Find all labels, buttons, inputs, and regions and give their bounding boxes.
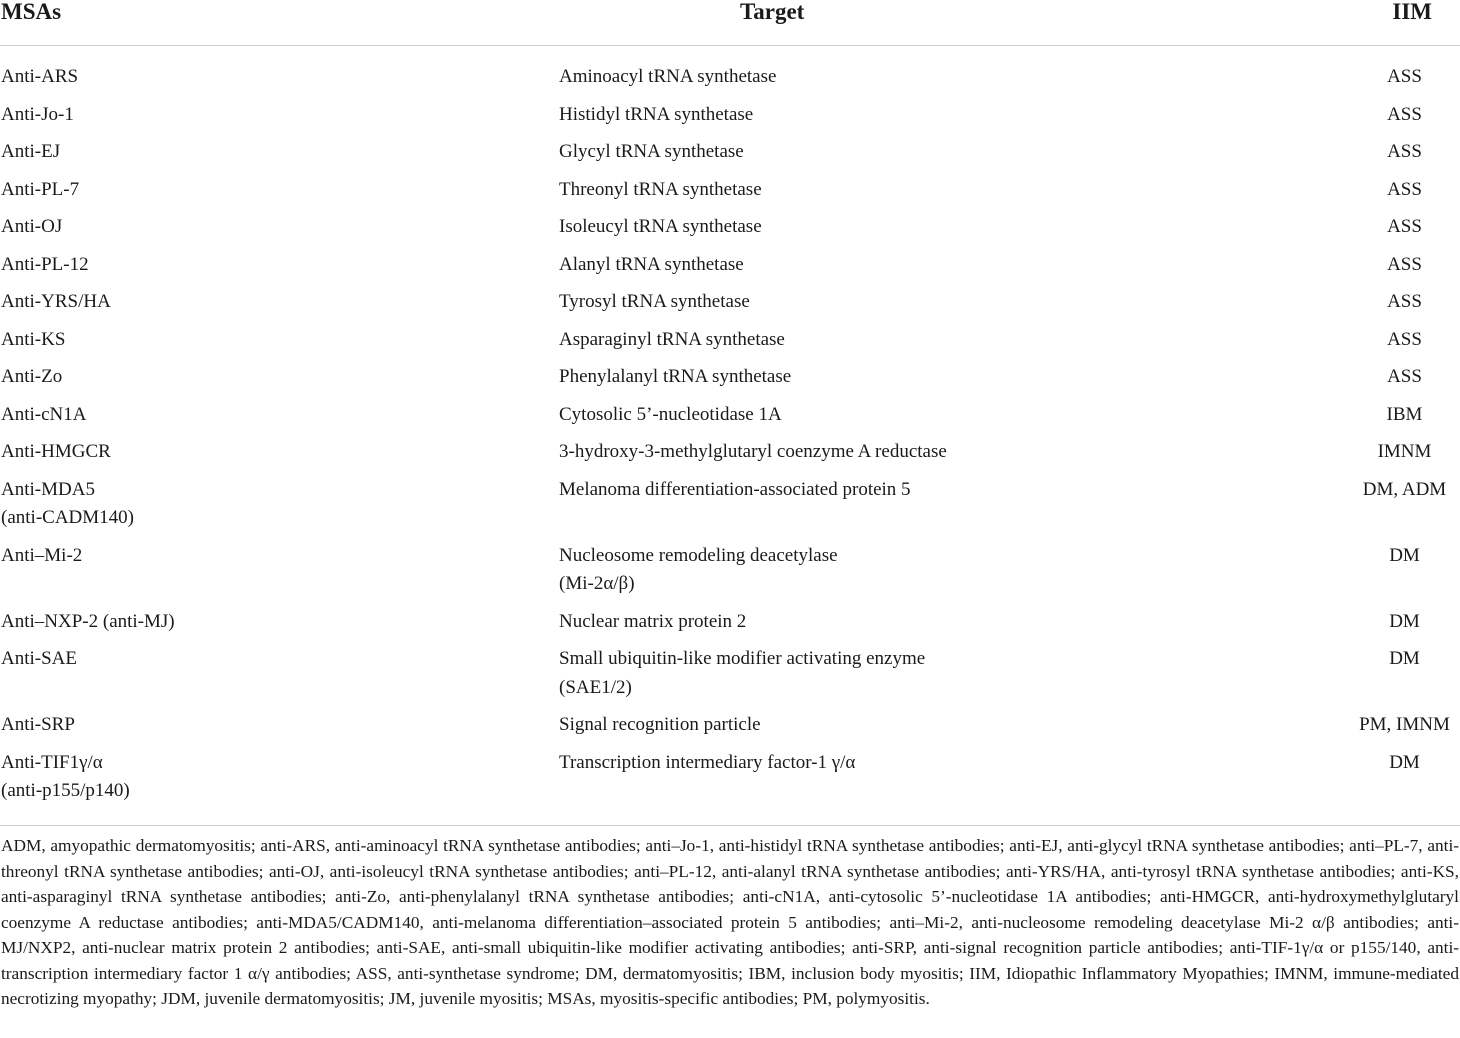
cell-target-line: 3-hydroxy-3-methylglutaryl coenzyme A reductase (559, 441, 947, 462)
cell-target (559, 326, 1349, 364)
cell-msa-line: Anti-EJ (1, 141, 61, 162)
cell-msa (0, 401, 559, 439)
table-row (0, 251, 1460, 289)
cell-target-line: Tyrosyl tRNA synthetase (559, 291, 750, 312)
cell-target-line: Signal recognition particle (559, 714, 761, 735)
cell-target (559, 213, 1349, 251)
cell-msa-line: Anti-PL-12 (1, 253, 89, 275)
cell-target-line: Nucleosome remodeling deacetylase (559, 544, 838, 566)
cell-msa-line: Anti-YRS/HA (1, 291, 111, 312)
cell-target (559, 363, 1349, 401)
cell-target-line: Melanoma differentiation-associated protein 5 (559, 478, 911, 500)
cell-msa-line: (anti-CADM140) (1, 507, 134, 528)
header-target: Target (559, 0, 1349, 46)
cell-target-line: Histidyl tRNA synthetase (559, 103, 754, 125)
cell-iim: PM, IMNM (1359, 714, 1450, 735)
cell-iim: DM (1389, 751, 1420, 773)
table-row (0, 101, 1460, 139)
cell-msa (0, 749, 559, 818)
cell-msa-line: Anti-KS (1, 328, 66, 350)
table-header (0, 0, 1460, 46)
cell-iim: ASS (1387, 216, 1422, 237)
cell-msa (0, 213, 559, 251)
cell-msa (0, 711, 559, 749)
cell-target (559, 176, 1349, 214)
cell-msa (0, 138, 559, 176)
cell-target (559, 542, 1349, 608)
cell-iim: DM (1389, 610, 1420, 632)
cell-msa-line: Anti-OJ (1, 216, 63, 237)
cell-iim: DM, ADM (1362, 478, 1447, 500)
cell-msa-line: Anti-Zo (1, 366, 63, 387)
cell-target (559, 251, 1349, 289)
cell-msa-line: Anti–Mi-2 (1, 544, 83, 566)
cell-target-line: Glycyl tRNA synthetase (559, 141, 744, 162)
cell-msa-line: Anti-ARS (1, 66, 79, 87)
header-msas: MSAs (0, 0, 559, 46)
cell-target (559, 608, 1349, 646)
table-row (0, 326, 1460, 364)
cell-target (559, 711, 1349, 749)
cell-msa-line: Anti-Jo-1 (1, 103, 74, 125)
table-row (0, 438, 1460, 476)
cell-iim: ASS (1387, 178, 1422, 200)
cell-target (559, 645, 1349, 711)
cell-target (559, 288, 1349, 326)
table-row (0, 645, 1460, 711)
cell-iim: ASS (1387, 103, 1422, 125)
cell-msa (0, 101, 559, 139)
cell-target (559, 749, 1349, 818)
cell-target-line: Aminoacyl tRNA synthetase (559, 66, 777, 87)
table-row (0, 749, 1460, 818)
cell-msa-line: Anti-PL-7 (1, 178, 80, 200)
table-row (0, 476, 1460, 542)
cell-target-line: (Mi-2α/β) (559, 573, 635, 594)
table-row (0, 138, 1460, 176)
cell-iim: ASS (1387, 291, 1422, 312)
cell-msa-line: Anti-TIF1γ/α (1, 751, 103, 773)
cell-target (559, 101, 1349, 139)
table-row (0, 401, 1460, 439)
table-row (0, 608, 1460, 646)
table-row (0, 213, 1460, 251)
cell-target (559, 138, 1349, 176)
cell-msa (0, 251, 559, 289)
cell-msa-line: Anti-SAE (1, 648, 77, 669)
cell-iim: ASS (1387, 366, 1422, 387)
cell-target-line: Transcription intermediary factor-1 γ/α (559, 751, 856, 773)
cell-msa (0, 438, 559, 476)
cell-msa-line: Anti–NXP-2 (anti-MJ) (1, 610, 175, 632)
cell-target-line: Small ubiquitin-like modifier activating enzyme (559, 648, 926, 669)
cell-msa (0, 176, 559, 214)
table-row (0, 46, 1460, 101)
cell-msa (0, 46, 559, 101)
cell-target-line: Isoleucyl tRNA synthetase (559, 216, 762, 237)
cell-iim: ASS (1387, 253, 1422, 275)
cell-target-line: Alanyl tRNA synthetase (559, 253, 744, 275)
cell-msa (0, 476, 559, 542)
table-row (0, 176, 1460, 214)
cell-msa-line: Anti-MDA5 (1, 478, 95, 500)
table-body (0, 46, 1460, 818)
cell-msa (0, 326, 559, 364)
cell-msa (0, 363, 559, 401)
cell-iim: ASS (1387, 66, 1422, 87)
table-row (0, 542, 1460, 608)
cell-msa-line: (anti-p155/p140) (1, 780, 130, 801)
cell-target (559, 401, 1349, 439)
table-footnote: ADM, amyopathic dermatomyositis; anti-ARS, anti-aminoacyl tRNA synthetase antibodies; anti–Jo-1, anti-histidyl tRNA synthetase antibodies; anti-EJ, anti-glycyl tRNA synthetase antibodies; anti–PL-7, anti-threonyl tRNA synthetase antibodies; anti-OJ, anti-isoleucyl tRNA synthetase antibodies; anti–PL-12, anti-alanyl tRNA synthetase antibodies; anti-YRS/HA, anti-tyrosyl tRNA synthetase antibodies; anti-KS, anti-asparaginyl tRNA synthetase antibodies; anti-Zo, anti-phenylalanyl tRNA synthetase antibodies; anti-cN1A, anti-cytosolic 5’-nucleotidase 1A antibodies; anti-HMGCR, anti-hydroxymethylglutaryl coenzyme A reductase antibodies; anti-MDA5/CADM140, anti-melanoma differentiation–associated protein 5 antibodies; anti–Mi-2, anti-nucleosome remodeling deacetylase Mi-2 α/β antibodies; anti-MJ/NXP2, anti-nuclear matrix protein 2 antibodies; anti-SAE, anti-small ubiquitin-like modifier activating antibodies; anti-SRP, anti-signal recognition particle antibodies; anti-TIF-1γ/α or p155/140, anti-transcription intermediary factor 1 α/γ antibodies; ASS, anti-synthetase syndrome; DM, dermatomyositis; IBM, inclusion body myositis; IIM, Idiopathic Inflammatory Myopathies; IMNM, immune-mediated necrotizing myopathy; JDM, juvenile dermatomyositis; JM, juvenile myositis; MSAs, myositis-specific antibodies; PM, polymyositis. (1, 836, 1460, 1008)
cell-msa-line: Anti-cN1A (1, 403, 87, 425)
cell-msa-line: Anti-HMGCR (1, 441, 111, 462)
cell-iim: ASS (1387, 141, 1422, 162)
cell-target-line: Cytosolic 5’-nucleotidase 1A (559, 403, 782, 425)
cell-msa (0, 542, 559, 608)
cell-target (559, 438, 1349, 476)
table-row (0, 288, 1460, 326)
cell-iim: ASS (1387, 328, 1422, 350)
cell-iim: IMNM (1377, 441, 1432, 462)
cell-iim: DM (1389, 544, 1420, 566)
cell-target-line: Nuclear matrix protein 2 (559, 610, 747, 632)
cell-target-line: Asparaginyl tRNA synthetase (559, 328, 785, 350)
cell-target-line: (SAE1/2) (559, 676, 632, 698)
table-row (0, 711, 1460, 749)
cell-target (559, 46, 1349, 101)
footnote-divider (0, 825, 1460, 826)
cell-msa (0, 645, 559, 711)
cell-msa (0, 608, 559, 646)
cell-iim: DM (1389, 648, 1420, 669)
cell-msa (0, 288, 559, 326)
header-iim: IIM (1349, 0, 1460, 46)
table-row (0, 363, 1460, 401)
cell-msa-line: Anti-SRP (1, 714, 75, 735)
header-row (0, 0, 1460, 46)
cell-iim: IBM (1386, 403, 1423, 425)
cell-target-line: Phenylalanyl tRNA synthetase (559, 366, 792, 387)
cell-target (559, 476, 1349, 542)
cell-target-line: Threonyl tRNA synthetase (559, 178, 762, 200)
